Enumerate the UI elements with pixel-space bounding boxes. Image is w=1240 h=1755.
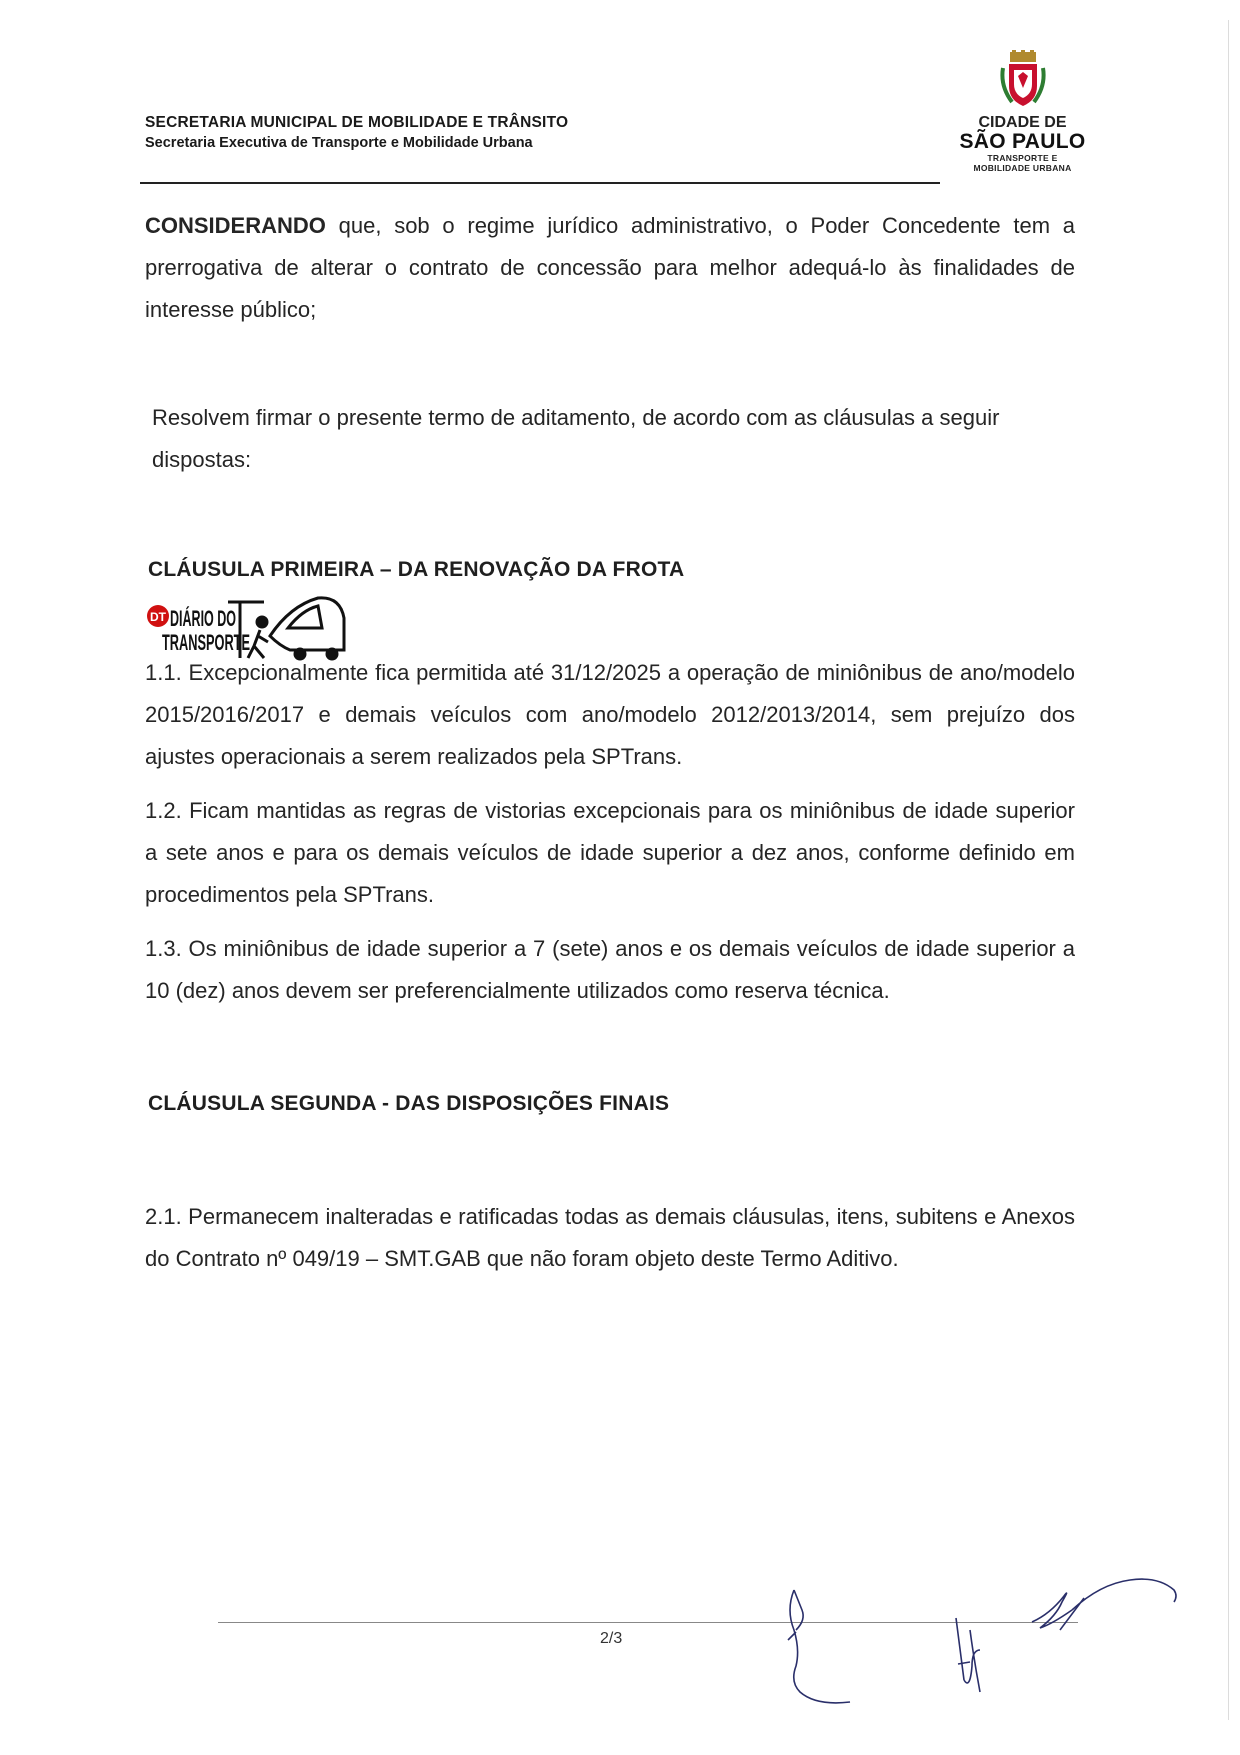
- considerando-paragraph: [145, 205, 1075, 331]
- page-number: 2/3: [600, 1630, 623, 1647]
- header-rule: [140, 182, 940, 184]
- header-text: [145, 114, 568, 151]
- clausula-item-2-1: 2.1. Permanecem inalteradas e ratificadas todas as demais cláusulas, itens, subitens e Anexos do Contrato nº 049/19 – SMT.GAB que não foram objeto deste Termo Aditivo.: [145, 1204, 1075, 1271]
- signatures-icon: [760, 1570, 1200, 1710]
- logo-city-line2: SÃO PAULO: [959, 130, 1086, 153]
- logo-city-line1: CIDADE DE: [978, 114, 1067, 131]
- watermark-badge: DT: [150, 610, 166, 624]
- header-secretaria-executiva: Secretaria Executiva de Transporte e Mobilidade Urbana: [145, 135, 533, 151]
- page-edge: [1228, 20, 1229, 1720]
- clausula-item-1-2: 1.2. Ficam mantidas as regras de vistorias excepcionais para os miniônibus de idade superior a sete anos e para os demais veículos de idade superior a dez anos, conforme definido em procedimentos pela SPTrans.: [145, 798, 1075, 907]
- logo-sub-line1: TRANSPORTE E: [987, 153, 1058, 163]
- considerando-text: que, sob o regime jurídico administrativo, o Poder Concedente tem a prerrogativa de alterar o contrato de concessão para melhor adequá-lo às finalidades de interesse público;: [145, 213, 1075, 322]
- clausula-item-1-1: 1.1. Excepcionalmente fica permitida até 31/12/2025 a operação de miniônibus de ano/modelo 2015/2016/2017 e demais veículos com ano/modelo 2012/2013/2014, sem prejuízo dos ajustes operacionais a serem realizados pela SPTrans.: [145, 660, 1075, 769]
- considerando-keyword: CONSIDERANDO: [145, 213, 326, 238]
- header-secretaria: SECRETARIA MUNICIPAL DE MOBILIDADE E TRÂNSITO: [145, 114, 569, 131]
- clausula-segunda-heading: CLÁUSULA SEGUNDA - DAS DISPOSIÇÕES FINAIS: [148, 1092, 670, 1115]
- logo-sub-line2: MOBILIDADE URBANA: [973, 163, 1072, 173]
- city-logo: [950, 50, 1095, 173]
- watermark-line1: DIÁRIO DO: [170, 606, 236, 631]
- coat-of-arms-icon: [1000, 50, 1046, 110]
- clausula-item-1-3: 1.3. Os miniônibus de idade superior a 7 (sete) anos e os demais veículos de idade superior a 10 (dez) anos devem ser preferencialmente utilizados como reserva técnica.: [145, 936, 1075, 1003]
- clausula-primeira-heading: CLÁUSULA PRIMEIRA – DA RENOVAÇÃO DA FROTA: [148, 558, 685, 581]
- watermark-line2: TRANSPORTE: [162, 630, 250, 655]
- resolvem-paragraph: Resolvem firmar o presente termo de aditamento, de acordo com as cláusulas a seguir dispostas:: [152, 405, 1000, 472]
